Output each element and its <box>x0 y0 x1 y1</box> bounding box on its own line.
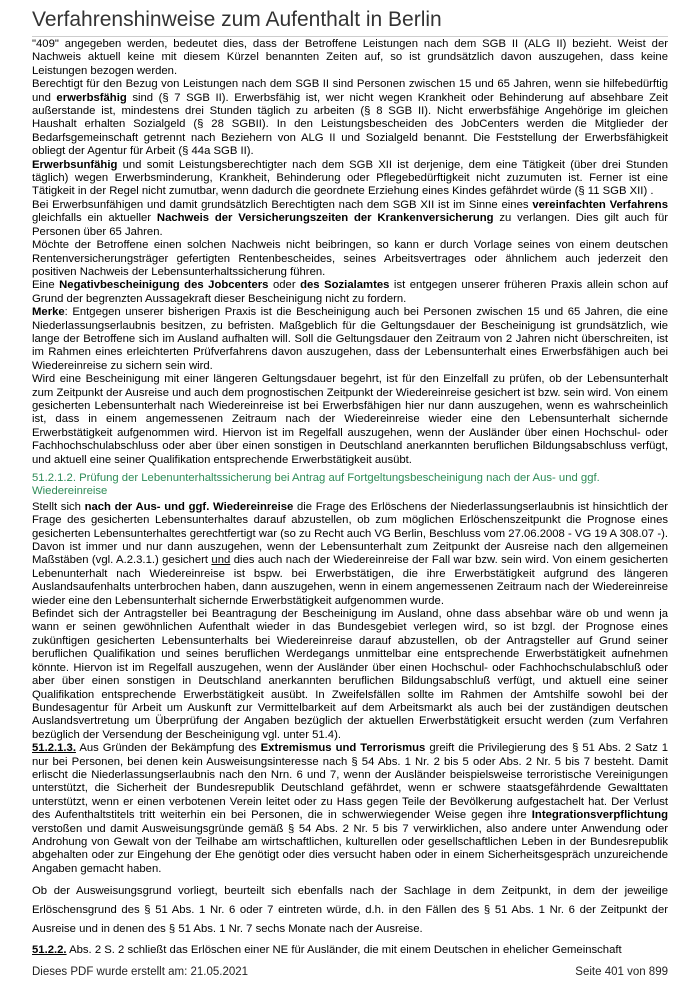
paragraph: Merke: Entgegen unserer bisherigen Praxis ist die Bescheinigung auch bei Personen zwischen 15 und 65 Jahren, die eine Niederlassungserlaubnis besitzen, zu befristen. Maßgeblich für die Geltungsdauer der Bescheinigung ist grundsätzlich, wie lange der Betroffene sich im Ausland aufhalten will. Soll die Geltungsdauer den Zeitraum von 2 Jahren nicht überschreiten, ist im Rahmen eines erleichterten Prüfverfahrens davon auszugehen, dass der Lebensunterhalt eines Erwerbsfähigen auch bei Wiedereinreise zu sichern sein wird. <box>32 306 668 372</box>
bold-text: Nachweis der Versicherungszeiten der Krankenversicherung <box>156 212 494 225</box>
paragraph: Wird eine Bescheinigung mit einer längeren Geltungsdauer begehrt, ist für den Einzelfall zu prüfen, ob der Lebensunterhalt zum Zeitpunkt der Ausreise und auch dem prognostischen Zeitpunkt der Wiedereinreise gesichert ist bzw. sein wird. Von einem gesicherten Lebensunterhalt nach Wiedereinreise ist bei Erwerbsfähigen hier nur dann auszugehen, wenn es wahrscheinlich ist, dass in einem angemessenen Zeitraum nach der Wiedereinreise wieder eine den Lebensunterhalt sichernde Erwerbstätigkeit aufgenommen wird. Hiervon ist im Regelfall auszugehen, wenn der Ausländer über einen Hochschul- oder Fachhochschulabschluss oder aber über einen sonstigen in Deutschland anerkannten beruflichen Bildungsabschluss verfügt, und aktuell eine seiner Qualifikation entsprechende Erwerbstätigkeit ausübt. <box>32 373 668 466</box>
bold-text: nach der Aus- und ggf. Wiedereinreise <box>84 500 294 513</box>
paragraph: "409" angegeben werden, bedeutet dies, dass der Betroffene Leistungen nach dem SGB II (ALG II) bezieht. Weist der Nachweis aktuell keine mit diesem Kürzel benannten Zeiten auf, so ist grundsätzlich davon auszugehen, dass keine Leistungen bezogen werden. <box>32 38 668 77</box>
paragraph: Erwerbsunfähig und somit Leistungsberechtigter nach dem SGB XII ist derjenige, dem eine Tätigkeit (über drei Stunden täglich) wegen Erwerbsminderung, Krankheit, Behinderung oder Pflegebedürftigkeit nicht zuzumuten ist. Ferner ist eine Tätigkeit in der Regel nicht zumutbar, wenn dadurch die geordnete Erziehung eines Kindes gefährdet würde (§ 11 SGB XII) . <box>32 158 668 198</box>
paragraph: 51.2.1.3. Aus Gründen der Bekämpfung des Extremismus und Terrorismus greift die Privilegierung des § 51 Abs. 2 Satz 1 nur bei Personen, bei denen kein Ausweisungsinteresse nach § 54 Abs. 1 Nr. 2 bis 5 oder Abs. 2 Nr. 5 bis 7 besteht. Damit erlischt die Niederlassungserlaubnis nach den Nrn. 6 und 7, wenn der Ausländer beispielsweise terroristische Vereinigungen unterstützt, die Sicherheit der Bundesrepublik Deutschland gefährdet, wenn er schwere staatsgefährdende Gewalttaten unterstützt, wenn er einen verbotenen Verein leitet oder zu Hass gegen Teile der Bevölkerung aufgestachelt hat. Der Verlust des Aufenthaltstitels tritt weiterhin ein bei Personen, die in schwerwiegender Weise gegen ihre Integrationsverpflichtung verstoßen und damit Ausweisungsgründe gemäß § 54 Abs. 2 Nr. 5 bis 7 verwirklichen, also andere unter Anwendung oder Androhung von Gewalt von der Teilhabe am wirtschaftlichen, kulturellen oder gesellschaftlichen Leben in der Bundesrepublik abgehalten oder zur Eingehung der Ehe genötigt oder dies versucht haben oder in einem Sicherheitsgespräch unzureichende Angaben gemacht haben. <box>32 742 668 875</box>
paragraph: Befindet sich der Antragsteller bei Beantragung der Bescheinigung im Ausland, ohne dass absehbar wäre ob und wenn ja wann er seinen gewöhnlichen Aufenthalt wieder in das Bundesgebiet verlegen wird, so ist bzgl. der Prognose eines zukünftigen gesicherten Lebensunterhalts bei Wiedereinreise darauf abzustellen, ob der Antragsteller auf Grund seiner beruflichen Qualifikation und seines beruflichen Werdegangs unmittelbar eine entsprechende Erwerbstätigkeit aufnehmen könnte. Hiervon ist im Regelfall auszugehen, wenn der Ausländer über einen Hochschul- oder Fachhochschulabschluß oder aber über einen sonstigen in Deutschland anerkannten beruflichen Bildungsabschluß verfügt, und aktuell eine seiner Qualifikation entsprechende Erwerbstätigkeit ausübt. In Zweifelsfällen sollte im Rahmen der Amtshilfe sowohl bei der Bundesagentur für Arbeit um Auskunft zur Vermittelbarkeit auf dem Arbeitsmarkt als auch bei der zuständigen deutschen Auslandsvertretung um Überprüfung der Angaben bezüglich der aktuellen Erwerbstätigkeit ersucht werden (zum Verfahren bezüglich der Versendung der Bescheinigung vgl. unter 51.4). <box>32 608 668 741</box>
section-heading: 51.2.1.2. Prüfung der Lebenunterhaltssicherung bei Antrag auf Fortgeltungsbescheinigung nach der Aus- und ggf. Wiedereinreise <box>32 472 600 498</box>
paragraph: 51.2.2. Abs. 2 S. 2 schließt das Erlöschen einer NE für Ausländer, die mit einem Deutschen in ehelicher Gemeinschaft <box>32 944 622 957</box>
bold-text: vereinfachten Verfahrens <box>532 198 668 211</box>
bold-text: des Sozialamtes <box>300 279 390 292</box>
document-body <box>32 38 668 960</box>
footer-page-number: Seite 401 von 899 <box>575 966 668 978</box>
paragraph: Eine Negativbescheinigung des Jobcenters oder des Sozialamtes ist entgegen unserer früheren Praxis allein schon auf Grund der begrenzten Aussagekraft dieser Bescheinigung nicht zu fordern. <box>32 279 668 305</box>
footer-created-date: Dieses PDF wurde erstellt am: 21.05.2021 <box>32 966 249 978</box>
paragraph: Stellt sich nach der Aus- und ggf. Wiedereinreise die Frage des Erlöschens der Niederlassungserlaubnis ist hinsichtlich der Frage des gesicherten Lebensunterhaltes darauf abzustellen, ob zum möglichen Erlöschenszeitpunkt die Prognose eines gesicherten Lebensunterhaltes gerechtfertigt war (so zu Recht auch VG Berlin, Beschluss vom 27.06.2008 - VG 19 A 308.07 -). Davon ist immer und nur dann auszugehen, wenn der Lebensunterhalt zum Zeitpunkt der Ausreise nach den allgemeinen Maßstäben (vgl. A.2.3.1.) gesichert und dies auch nach der Wiedereinreise der Fall war bzw. sein wird. Von einem gesicherten Lebenunterhalt nach Wiedereinreise ist bspw. bei Erwerbstätigen, die ihre Erwerbstätigkeit aufgrund des längeren Auslandsaufenhalts unterbrochen haben, dann auszugehen, wenn in einem angemessenen Zeitraum nach der Wiedereinreise wieder eine den Lebensunterhalt sichernde Erwerbstätigkeit aufgenommen wurde. <box>32 500 668 607</box>
bold-text: Extremismus und Terrorismus <box>260 742 426 755</box>
underlined-text: und <box>211 554 231 567</box>
paragraph: Ob der Ausweisungsgrund vorliegt, beurteilt sich ebenfalls nach der Sachlage in dem Zeitpunkt, in dem der jeweilige Erlöschensgrund des § 51 Abs. 1 Nr. 6 oder 7 eintreten würde, d.h. in den Fällen des § 51 Abs. 1 Nr. 6 der Zeitpunkt der Ausreise und in denen des § 51 Abs. 1 Nr. 7 sechs Monate nach der Ausreise. <box>32 885 668 936</box>
bold-text: Negativbescheinigung des Jobcenters <box>59 279 269 292</box>
page-title: Verfahrenshinweise zum Aufenthalt in Berlin <box>32 8 442 31</box>
paragraph: Bei Erwerbsunfähigen und damit grundsätzlich Berechtigten nach dem SGB XII ist im Sinne eines vereinfachten Verfahrens gleichfalls ein aktueller Nachweis der Versicherungszeiten der Krankenversicherung zu verlangen. Dies gilt auch für Personen über 65 Jahren. <box>32 198 668 238</box>
bold-text: Integrationsverpflichtung <box>531 809 668 822</box>
section-number: 51.2.1.3. <box>32 742 76 755</box>
bold-text: erwerbsfähig <box>56 91 127 104</box>
paragraph: Möchte der Betroffene einen solchen Nachweis nicht beibringen, so kann er durch Vorlage seines von einem deutschen Rentenversicherungsträger gefertigten Rentenbescheides, seines Arbeitsvertrages oder ähnlichem auch jederzeit den positiven Nachweis der Lebensunterhaltssicherung führen. <box>32 239 668 278</box>
bold-text: Erwerbsunfähig <box>32 158 118 171</box>
bold-text: Merke <box>32 306 65 319</box>
title-divider <box>32 36 668 37</box>
section-number: 51.2.2. <box>32 944 67 957</box>
paragraph: Berechtigt für den Bezug von Leistungen nach dem SGB II sind Personen zwischen 15 und 65 Jahren, wenn sie hilfebedürftig und erwerbsfähig sind (§ 7 SGB II). Erwerbsfähig ist, wer nicht wegen Krankheit oder Behinderung auf absehbare Zeit außerstande ist, mindestens drei Stunden täglich zu arbeiten (§ 8 SGB II). Nicht erwerbsfähige Angehörige im gleichen Haushalt erhalten Sozialgeld (§ 28 SGBII). In den Leistungsbescheiden des JobCenters werden die Mitglieder der Bedarfsgemeinschaft getrennt nach Beziehern von ALG II und Sozialgeld benannt. Die Feststellung der Erwerbsfähigkeit obliegt der Agentur für Arbeit (§ 44a SGB II). <box>32 78 668 158</box>
